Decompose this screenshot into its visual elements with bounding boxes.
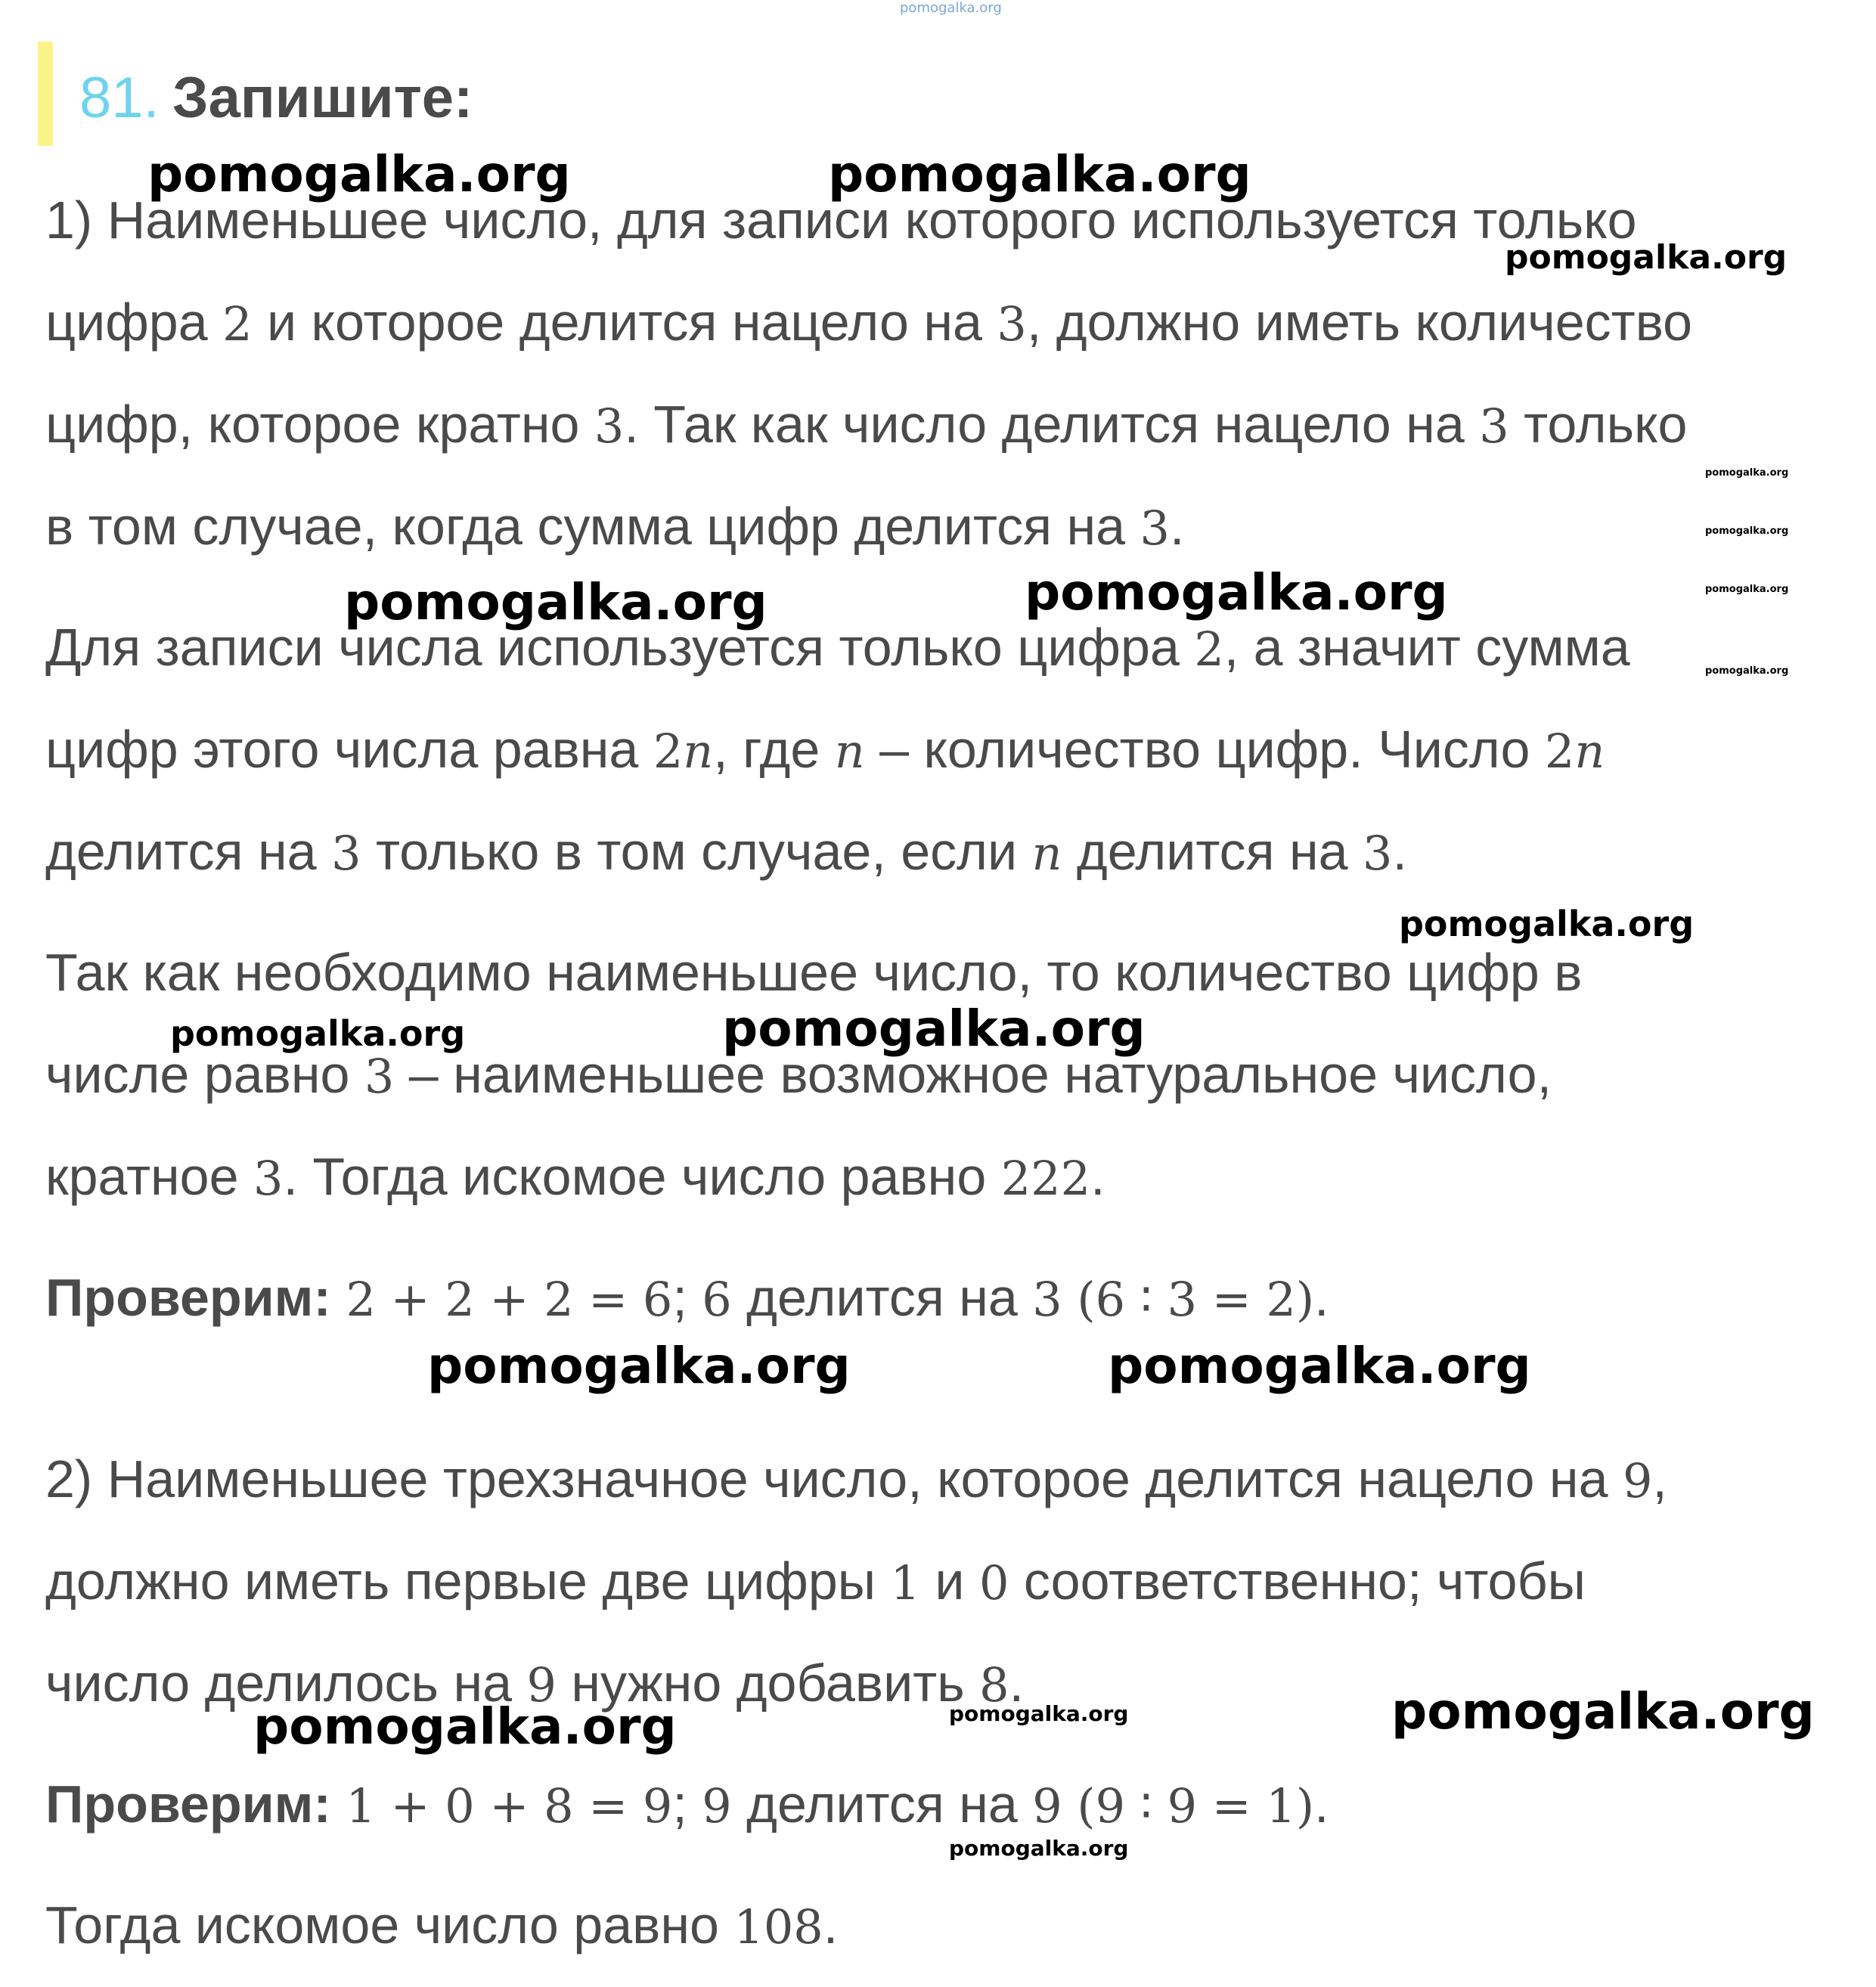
watermark: pomogalka.org [170,1013,466,1054]
part1-line-7: делится на 3 только в том случае, если n делится на 3. [45,822,1407,881]
watermark: pomogalka.org [1705,584,1789,595]
accent-bar [38,42,53,146]
part1-line-1: 1) Наименьшее число, для записи которого используется только [45,191,1637,250]
part1-line-6: цифр этого числа равна 2n, где n – количество цифр. Число 2n [45,720,1605,779]
watermark: pomogalka.org [1705,665,1789,677]
watermark: pomogalka.org [949,1836,1129,1861]
watermark: pomogalka.org [1399,904,1695,944]
part1-check: Проверим: 2 + 2 + 2 = 6; 6 делится на 3 (6 ∶ 3 = 2). [45,1268,1329,1327]
part1-line-9: числе равно 3 – наименьшее возможное натуральное число, [45,1045,1552,1104]
part1-line-4: в том случае, когда сумма цифр делится на 3. [45,497,1185,556]
watermark: pomogalka.org [1025,563,1448,622]
watermark: pomogalka.org [828,145,1251,203]
watermark: pomogalka.org [1705,467,1789,479]
watermark: pomogalka.org [1705,525,1789,537]
watermark: pomogalka.org [949,1701,1129,1726]
watermark: pomogalka.org [344,573,767,631]
watermark: pomogalka.org [1505,238,1788,277]
watermark-top: pomogalka.org [900,0,1002,16]
part2-line-2: должно иметь первые две цифры 1 и 0 соответственно; чтобы [45,1551,1586,1610]
part2-line-4: Тогда искомое число равно 108. [45,1896,839,1954]
watermark: pomogalka.org [427,1337,851,1395]
part2-line-3: число делилось на 9 нужно добавить 8. [45,1654,1025,1713]
watermark: pomogalka.org [722,1000,1146,1058]
watermark: pomogalka.org [1108,1337,1531,1395]
watermark: pomogalka.org [1391,1682,1815,1741]
part1-line-3: цифр, которое кратно 3. Так как число делится нацело на 3 только [45,395,1688,454]
part1-line-5: Для записи числа используется только цифра 2, а значит сумма [45,618,1630,677]
part2-line-1: 2) Наименьшее трехзначное число, которое делится нацело на 9, [45,1449,1667,1508]
exercise-title: Запишите: [172,66,473,130]
watermark: pomogalka.org [253,1697,677,1756]
part2-check: Проверим: 1 + 0 + 8 = 9; 9 делится на 9 (9 ∶ 9 = 1). [45,1775,1329,1834]
part1-line-10: кратное 3. Тогда искомое число равно 222. [45,1147,1105,1206]
part1-line-2: цифра 2 и которое делится нацело на 3, должно иметь количество [45,293,1693,352]
exercise-number: 81. [79,66,160,130]
watermark: pomogalka.org [147,145,571,203]
part1-line-8: Так как необходимо наименьшее число, то количество цифр в [45,943,1583,1002]
